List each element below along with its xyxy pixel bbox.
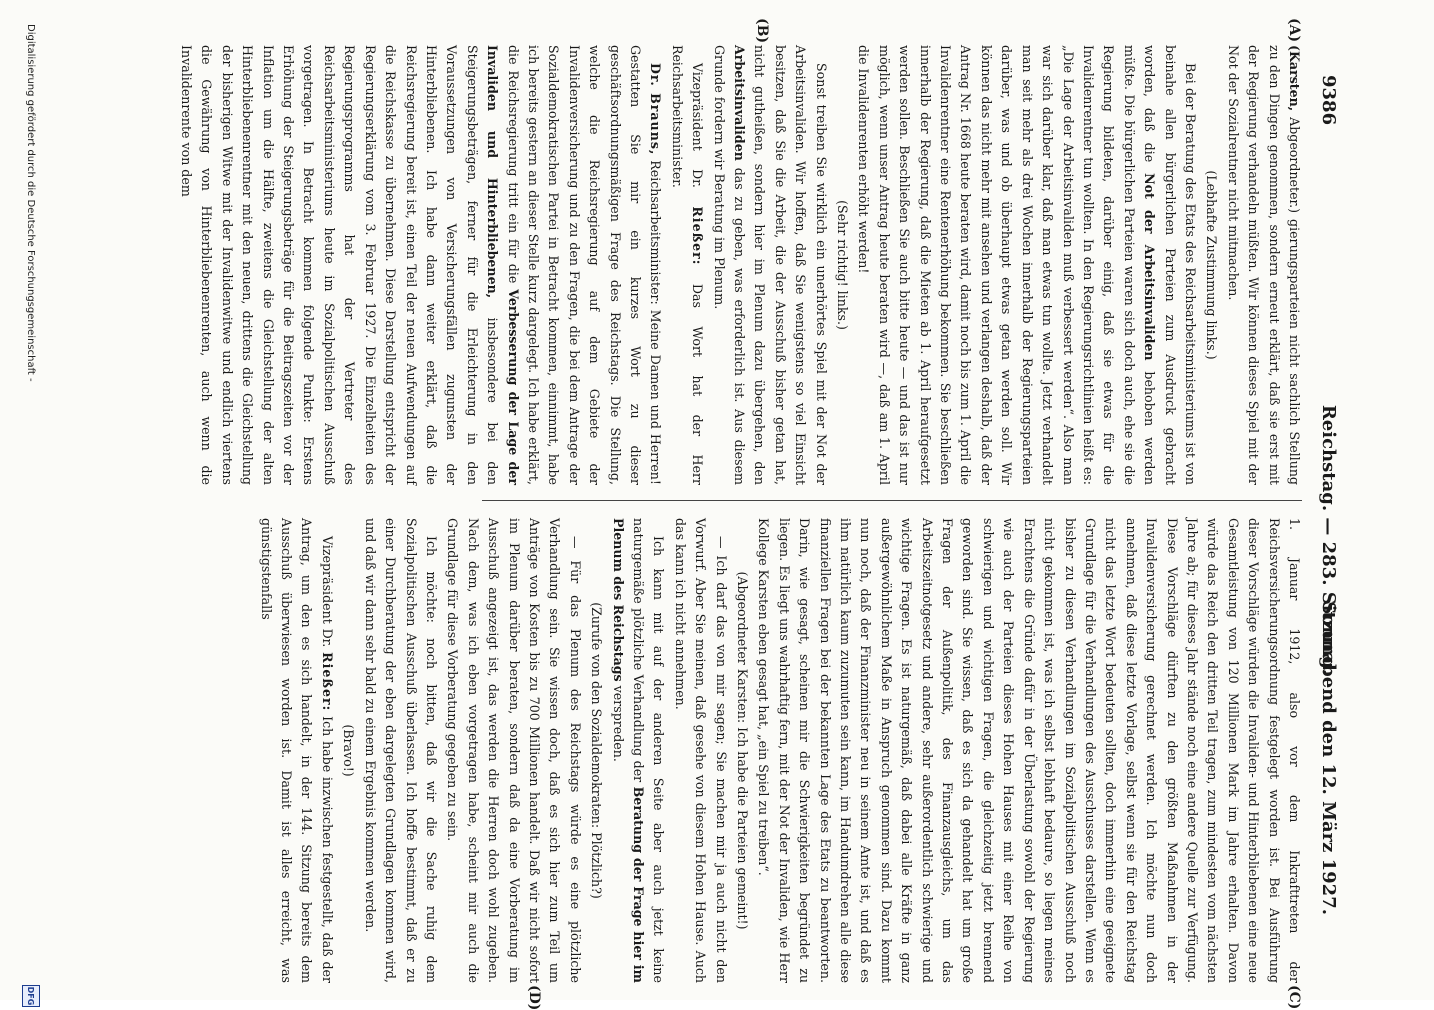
- left-column: [175, 45, 1304, 485]
- margin-mark-c: (C): [1286, 985, 1302, 1010]
- paragraph: [255, 518, 337, 983]
- paragraph-text: das zu geben, was erforderlich ist. Aus diesem Grunde fordern wir Beratung im Plenum.: [711, 45, 748, 485]
- page-number: 9386: [1318, 75, 1339, 126]
- paragraph: — Für das Plenum des Reichstags würde es eine plötzliche Verhandlung sein. Sie wissen doch, daß es sich hier zum Teil um Anträge von Kosten bis zu 700 Millionen handelt. Daß wir nicht sofort im Plenum darüber beraten, sondern daß da eine Vorberatung im Ausschuß angezeigt ist, das werden die Herren doch wohl zugeben. Nach dem, was ich eben vorgetragen habe, scheint mir auch die Grundlage für diese Vorberatung gegeben zu sein.: [445, 518, 583, 983]
- margin-mark-b: (B): [754, 18, 770, 44]
- reaction: (Lebhafte Zustimmung links.): [1204, 170, 1220, 360]
- speaker-name: (Karsten,: [1287, 45, 1302, 112]
- speaker-title: Vizepräsident Dr.: [319, 536, 335, 648]
- paragraph: [176, 45, 666, 485]
- speaker-name: Rießer:: [319, 652, 335, 712]
- paragraph: — Ich darf das von mir sagen; Sie machen mir ja auch nicht den Vorwurf. Aber Sie meinen, daß gesehe von diesem Hohen Hause. Auch das kann ich nicht annehmen.: [672, 518, 729, 983]
- paragraph-text: Das Wort hat der Herr Reichsarbeitsminister.: [669, 45, 706, 485]
- speaker-name: Dr. Brauns,: [648, 63, 664, 156]
- emphasis: Not der Arbeitsinvaliden: [1142, 173, 1158, 361]
- emphasis: Beratung der Frage hier im Plenum des Reichstags: [610, 518, 646, 983]
- paragraph: [853, 45, 1200, 485]
- paragraph-text: Reichsarbeitsminister: Meine Damen und Herren! Gestatten Sie mir ein kurzes Wort zu dieser geschäftsordnungsmäßigen Frage des Reichstags. Die Stellung, welche die Reichsregierung auf dem Gebiete der Invalidenversicherung und zu den Fragen, die bei dem Antrage der Sozialdemokratischen Partei in Betracht kommen, einnimmt, habe ich bereits gestern an dieser Stelle kurz dargelegt. Ich habe erklärt, die Reichsregierung tritt ein für die: [505, 45, 664, 485]
- reaction: (Bravo!): [341, 724, 357, 777]
- emphasis: Verbesserung der Lage der Invaliden und Hinterbliebenen,: [485, 45, 521, 485]
- speaker-name: Rießer:: [690, 206, 706, 266]
- paragraph: [666, 45, 707, 485]
- right-column: [254, 518, 1304, 983]
- paragraph: Ich möchte: noch bitten, daß wir die Sache ruhig dem Sozialpolitischen Ausschuß überlassen. Ich hoffe bestimmt, daß er zu einer Durchberatung der eben dargelegten Grundlagen kommen wird, und daß wir dann sehr bald zu einem Ergebnis kommen werden.: [362, 518, 439, 983]
- paragraph-text: Ich habe inzwischen festgestellt, daß der Antrag, um den es sich handelt, in der 144. Sitzung bereits dem Ausschuß überwiesen worden ist. Damit ist alles erreicht, was günstigstenfalls: [258, 518, 335, 983]
- paragraph: [607, 518, 668, 983]
- paragraph-text: Bei der Beratung des Etats des Reichsarbeitsministeriums ist von beinahe allen bürgerlichen Parteien zum Ausdruck gebracht worden, daß die: [1142, 45, 1198, 485]
- digitization-credit: Digitalisierung gefördert durch die Deutsche Forschungsgemeinschaft -: [25, 24, 36, 382]
- column-divider: [482, 500, 1302, 501]
- margin-mark-d: (D): [526, 985, 542, 1010]
- reaction: (Sehr richtig! links.): [835, 200, 851, 330]
- paragraph-text: Ich kann mit auf der anderen Seite aber auch jetzt keine naturgemäße plötzliche Verhandlung der: [631, 518, 667, 983]
- speaker-role: Abgeordneter.): [1287, 117, 1302, 214]
- paragraph-text: verspreden.: [610, 685, 626, 762]
- paragraph-text: Sonst treiben Sie wirklich ein unerhörtes Spiel mit der Not der Arbeitsinvaliden. Wir hoffen, daß Sie wenigstens so viel Einsicht besitzen, daß Sie die Arbeit, die der Ausschuß bisher getan hat, nicht gutheißen, sondern hier im Plenum dazu übergehen, den: [752, 45, 829, 485]
- margin-mark-a: (A): [1286, 18, 1302, 43]
- session-date: Sonnabend den 12. März 1927.: [1318, 601, 1339, 915]
- emphasis: Arbeitsinvaliden: [732, 45, 748, 161]
- paragraph-text: gierungsparteien nicht sachlich Stellung zu den Dingen genommen, sondern erneut erklärt, daß sie erst mit der Regierung verhandeln müßten. Wir können dieses Spiel mit der Not der Sozialrentner nicht mitmachen.: [1225, 45, 1302, 485]
- speaker-title: Vizepräsident Dr.: [690, 63, 706, 188]
- paragraph: 1. Januar 1912, also vor dem Inkrafttreten der Reichsversicherungsordnung festgelegt worden ist. Bei Ausführung dieser Vorschläge würden die Invaliden- und Hinterbliebenen eine neue Gesamtleistung von 120 Millionen Mark im Jahre erhalten. Davon würde das Reich den dritten Teil tragen, zum mindesten vom nächsten Jahre ab; für dieses Jahr stände noch eine andere Quelle zur Verfügung. Diese Vorschläge dürften zu den größten Maßnahmen in der Invalidenversicherung gerechnet werden. Ich möchte nun doch annehmen, daß diese letzte Vorlage, selbst wenn sie für den Reichstag nicht das letzte Wort bedeuten sollten, doch immerhin eine geeignete Grundlage für die Verhandlungen des Ausschusses darstellen. Wenn es bisher zu diesen Verhandlungen im Sozialpolitischen Ausschuß noch nicht gekommen ist, was ich selbst lebhaft bedaure, so liegen meines Erachtens die Gründe dafür in der Überlastung sowohl der Regierung wie auch der Parteien dieses Hohen Hauses mit einer Reihe von schwierigen und wichtigen Fragen, die gleichzeitig jetzt brennend geworden sind. Sie wissen, daß es sich da gehandelt hat um große Fragen der Außenpolitik, des Finanzausgleichs, um das Arbeitszeitnotgesetz und andere, sehr außerordentlich schwierige und wichtige Fragen. Es ist naturgemäß, daß dabei alle Kräfte in ganz außergewöhnlichem Maße in Anspruch genommen sind. Dazu kommt nun noch, daß der Finanzminister neu in seinem Amte ist, und daß es ihm natürlich kaum zuzumuten sein kann, im Handumdrehen alle diese finanziellen Fragen bei der bekannten Lage des Etats zu beantworten. Darin, wie gesagt, scheinen mir die Schwierigkeiten begründet zu liegen. Es liegt uns wahrhaftig fern, mit der Not der Invaliden, wie Herr Kollege Karsten eben gesagt hat, „ein Spiel zu treiben“.: [756, 518, 1302, 983]
- reaction: (Zurufe von den Sozialdemokraten: Plötzlich?): [589, 602, 605, 899]
- dfg-logo: DFG: [22, 985, 40, 1007]
- paragraph: [1222, 45, 1304, 485]
- paragraph: [708, 45, 830, 485]
- session-title: Reichstag. — 283. Sitzung.: [1318, 404, 1339, 676]
- page-header: [1309, 0, 1339, 1000]
- reaction: (Abgeordneter Karsten: Ich habe die Parteien gemeint!): [735, 571, 751, 930]
- paragraph-text: behoben werden müßte. Die bürgerlichen Parteien waren sich doch auch, ehe sie die Regierung bildeten, darüber einig, daß sie etwas für die Invalidenrentner tun wollten. In den Regierungsrichtlinien heißt es: „Die Lage der Arbeitsinvaliden muß verbessert werden“. Also man war sich darüber klar, daß man etwas tun wollte. Jetzt verhandelt man seit mehr als drei Wochen innerhalb der Regierungsparteien darüber, was und ob überhaupt etwas getan werden soll. Wir können das nicht mehr mit ansehen und verlangen deshalb, daß der Antrag Nr. 1668 heute beraten wird, damit noch bis zum 1. April die Invalidenrentner eine Rentenerhöhung bekommen. Sie beschließen innerhalb der Regierung, daß die Mieten ab 1. April heraufgesetzt werden sollen. Beschließen Sie auch bitte heute — und das ist nur möglich, wenn unser Antrag heute beraten wird —, daß am 1. April die Invalidenrenten erhöht werden!: [856, 45, 1158, 485]
- paragraph-text: insbesondere bei den Steigerungsbeträgen, ferner für die Erleichterung in den Voraussetzungen von Versicherungsfällen zugunsten der Hinterbliebenen. Ich habe dann weiter erklärt, daß die Reichsregierung bereit ist, einen Teil der neuen Aufwendungen auf die Reichskasse zu übernehmen. Diese Darstellung entspricht der Regierungserklärung vom 3. Februar 1927. Die Einzelheiten des Regierungsprogramms hat der Vertreter des Reichsarbeitsministeriums heute im Sozialpolitischen Ausschuß vorgetragen. In Betracht kommen folgende Punkte: Erstens Erhöhung der Steigerungsbeträge für die Beitragszeiten vor der Inflation um die Hälfte, zweitens die Gleichstellung der alten Hinterbliebenenrentner mit den neuen, drittens die Gleichstellung der bisherigen Witwe mit der Invalidenwitwe und endlich viertens die Gewährung von Hinterbliebenenrenten, auch wenn die Invalidenrente von dem: [179, 45, 501, 485]
